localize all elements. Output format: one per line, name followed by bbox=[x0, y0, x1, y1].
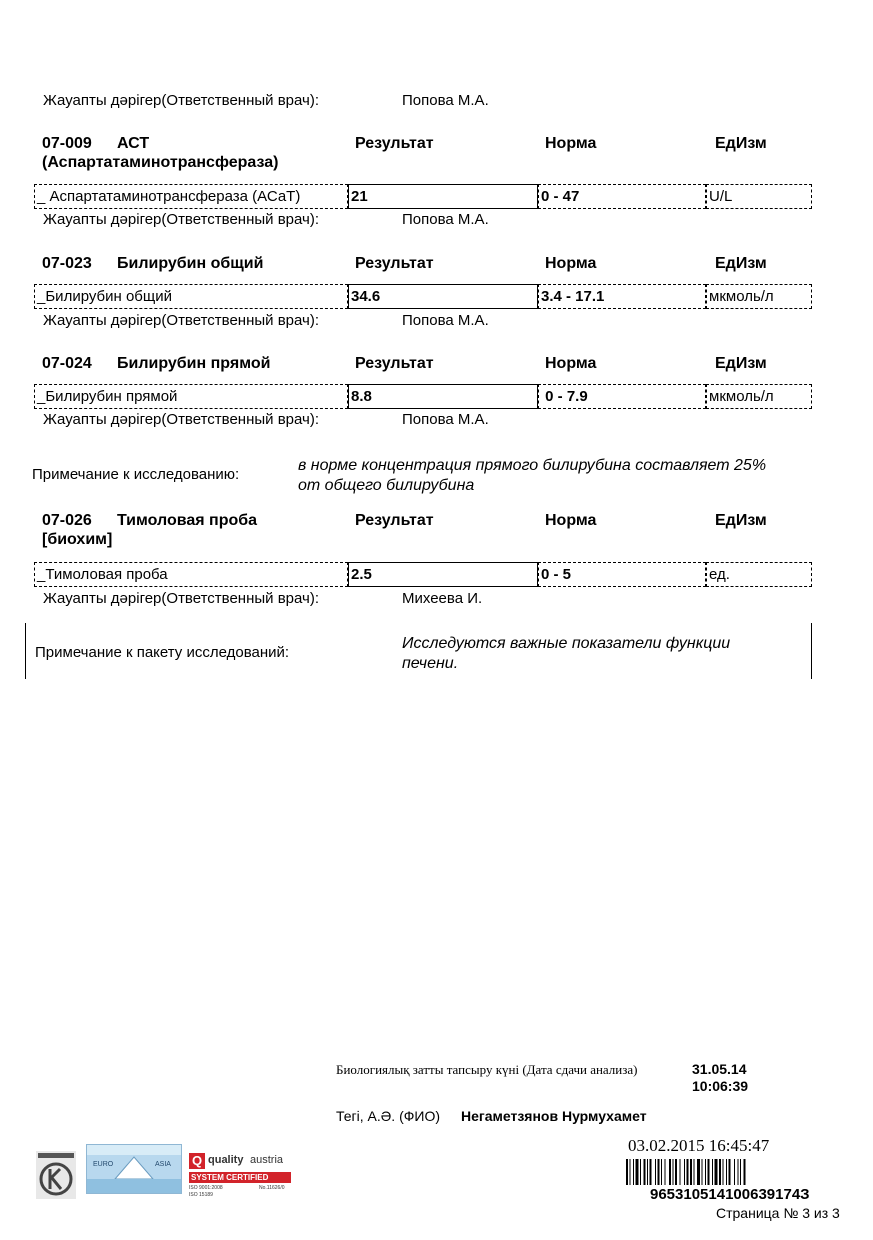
barcode-bar bbox=[697, 1159, 700, 1185]
test-code: 07-026 bbox=[42, 512, 92, 529]
study-note-line-1: в норме концентрация прямого билирубина составляет 25% bbox=[298, 457, 767, 474]
unit-value: ед. bbox=[706, 562, 812, 587]
quality-austria-logo bbox=[189, 1153, 293, 1199]
logo-euro-text: EURO bbox=[93, 1161, 114, 1168]
row-label: _Тимоловая проба bbox=[34, 562, 348, 587]
col-result-header: Результат bbox=[355, 255, 434, 272]
package-note-line-1: Исследуются важные показатели функции bbox=[402, 635, 731, 652]
barcode bbox=[626, 1159, 848, 1185]
row-label: _ Аспартатаминотрансфераза (АСаТ) bbox=[34, 184, 348, 209]
result-value: 34.6 bbox=[348, 284, 538, 309]
result-value: 2.5 bbox=[348, 562, 538, 587]
barcode-bar bbox=[647, 1159, 648, 1185]
fio-value: Негаметзянов Нурмухамет bbox=[461, 1108, 647, 1124]
col-norm-header: Норма bbox=[545, 512, 597, 529]
result-value: 8.8 bbox=[348, 384, 538, 409]
barcode-bar bbox=[655, 1159, 656, 1185]
barcode-bar bbox=[680, 1159, 681, 1185]
col-unit-header: ЕдИзм bbox=[715, 255, 767, 272]
logo-austria-text: austria bbox=[250, 1154, 284, 1166]
barcode-bar bbox=[694, 1159, 695, 1185]
doctor-label: Жауапты дәрігер(Ответственный врач): bbox=[43, 92, 319, 109]
package-note-line-2: печени. bbox=[402, 655, 459, 672]
euro-asia-logo bbox=[86, 1144, 182, 1194]
test-code: 07-024 bbox=[42, 355, 92, 372]
norm-value: 0 - 5 bbox=[538, 562, 706, 587]
barcode-bar bbox=[675, 1159, 677, 1185]
table-row bbox=[34, 184, 812, 209]
barcode-bar bbox=[723, 1159, 724, 1185]
doctor-name: Попова М.А. bbox=[402, 312, 489, 329]
study-note-label: Примечание к исследованию: bbox=[32, 466, 240, 483]
barcode-bar bbox=[633, 1159, 634, 1185]
barcode-bar bbox=[712, 1159, 713, 1185]
unit-value: U/L bbox=[706, 184, 812, 209]
col-unit-header: ЕдИзм bbox=[715, 512, 767, 529]
table-row bbox=[34, 562, 812, 587]
barcode-bar bbox=[726, 1159, 727, 1185]
barcode-bar bbox=[661, 1159, 662, 1185]
barcode-bar bbox=[673, 1159, 674, 1185]
row-label: _Билирубин прямой bbox=[34, 384, 348, 409]
barcode-bar bbox=[658, 1159, 660, 1185]
barcode-number: 965310514100639174З bbox=[650, 1186, 810, 1203]
norm-value: 3.4 - 17.1 bbox=[538, 284, 706, 309]
col-norm-header: Норма bbox=[545, 135, 597, 152]
table-row bbox=[34, 284, 812, 309]
test-name: Тимоловая проба bbox=[117, 512, 258, 529]
logo-quality-text: quality bbox=[208, 1154, 244, 1166]
doctor-name: Попова М.А. bbox=[402, 92, 489, 109]
barcode-bar bbox=[690, 1159, 692, 1185]
test-name: Билирубин прямой bbox=[117, 355, 271, 372]
barcode-bar bbox=[630, 1159, 631, 1185]
col-unit-header: ЕдИзм bbox=[715, 355, 767, 372]
col-norm-header: Норма bbox=[545, 355, 597, 372]
barcode-bar bbox=[734, 1159, 735, 1185]
doctor-label: Жауапты дәрігер(Ответственный врач): bbox=[43, 411, 319, 428]
doctor-label: Жауапты дәрігер(Ответственный врач): bbox=[43, 211, 319, 228]
barcode-bar bbox=[715, 1159, 718, 1185]
barcode-bar bbox=[708, 1159, 710, 1185]
test-name-2: (Аспартатаминотрансфераза) bbox=[42, 154, 279, 171]
norm-value: 0 - 7.9 bbox=[538, 384, 706, 409]
barcode-bar bbox=[626, 1159, 628, 1185]
logo-iso1-text: ISO 9001:2008 bbox=[189, 1185, 223, 1191]
col-unit-header: ЕдИзм bbox=[715, 135, 767, 152]
barcode-bar bbox=[665, 1159, 666, 1185]
test-name-2: [биохим] bbox=[42, 531, 113, 548]
barcode-bar bbox=[650, 1159, 652, 1185]
barcode-bar bbox=[684, 1159, 685, 1185]
study-note-line-2: от общего билирубина bbox=[298, 477, 475, 494]
doctor-label: Жауапты дәрігер(Ответственный врач): bbox=[43, 590, 319, 607]
barcode-bar bbox=[669, 1159, 671, 1185]
table-row bbox=[34, 384, 812, 409]
col-result-header: Результат bbox=[355, 355, 434, 372]
col-result-header: Результат bbox=[355, 512, 434, 529]
logo-cert-text: SYSTEM CERTIFIED bbox=[191, 1173, 269, 1182]
unit-value: мкмоль/л bbox=[706, 284, 812, 309]
unit-value: мкмоль/л bbox=[706, 384, 812, 409]
col-norm-header: Норма bbox=[545, 255, 597, 272]
logo-asia-text: ASIA bbox=[155, 1161, 171, 1168]
doctor-name: Михеева И. bbox=[402, 590, 483, 607]
submit-date-label: Биологиялық затты тапсыру күні (Дата сдачи анализа) bbox=[336, 1062, 638, 1077]
norm-value: 0 - 47 bbox=[538, 184, 706, 209]
barcode-bar bbox=[640, 1159, 641, 1185]
barcode-bar bbox=[705, 1159, 706, 1185]
doctor-label: Жауапты дәрігер(Ответственный врач): bbox=[43, 312, 319, 329]
print-datetime: 03.02.2015 16:45:47 bbox=[628, 1136, 770, 1155]
test-code: 07-023 bbox=[42, 255, 92, 272]
kz-standard-logo bbox=[36, 1151, 76, 1199]
row-label: _Билирубин общий bbox=[34, 284, 348, 309]
result-value: 21 bbox=[348, 184, 538, 209]
barcode-bar bbox=[738, 1159, 739, 1185]
quality-q-icon: Q bbox=[189, 1153, 205, 1169]
doctor-name: Попова М.А. bbox=[402, 211, 489, 228]
test-name: Билирубин общий bbox=[117, 255, 264, 272]
page-number: Страница № 3 из 3 bbox=[716, 1205, 840, 1221]
barcode-bar bbox=[729, 1159, 731, 1185]
barcode-bar bbox=[702, 1159, 703, 1185]
logo-no-text: No.11626/0 bbox=[259, 1185, 285, 1191]
test-name: АСТ bbox=[117, 135, 150, 152]
barcode-bar bbox=[744, 1159, 746, 1185]
package-note-left-border bbox=[25, 623, 26, 679]
barcode-bar bbox=[644, 1159, 646, 1185]
logo-iso2-text: ISO 15189 bbox=[189, 1192, 213, 1198]
doctor-name: Попова М.А. bbox=[402, 411, 489, 428]
barcode-bar bbox=[636, 1159, 639, 1185]
test-code: 07-009 bbox=[42, 135, 92, 152]
package-note-label: Примечание к пакету исследований: bbox=[35, 644, 290, 661]
barcode-bar bbox=[719, 1159, 721, 1185]
submit-time: 10:06:39 bbox=[692, 1078, 749, 1094]
submit-date: 31.05.14 bbox=[692, 1061, 747, 1077]
package-note-right-border bbox=[811, 623, 812, 679]
fio-label: Тегі, А.Ә. (ФИО) bbox=[336, 1108, 441, 1124]
barcode-bar bbox=[740, 1159, 741, 1185]
col-result-header: Результат bbox=[355, 135, 434, 152]
barcode-bar bbox=[687, 1159, 689, 1185]
